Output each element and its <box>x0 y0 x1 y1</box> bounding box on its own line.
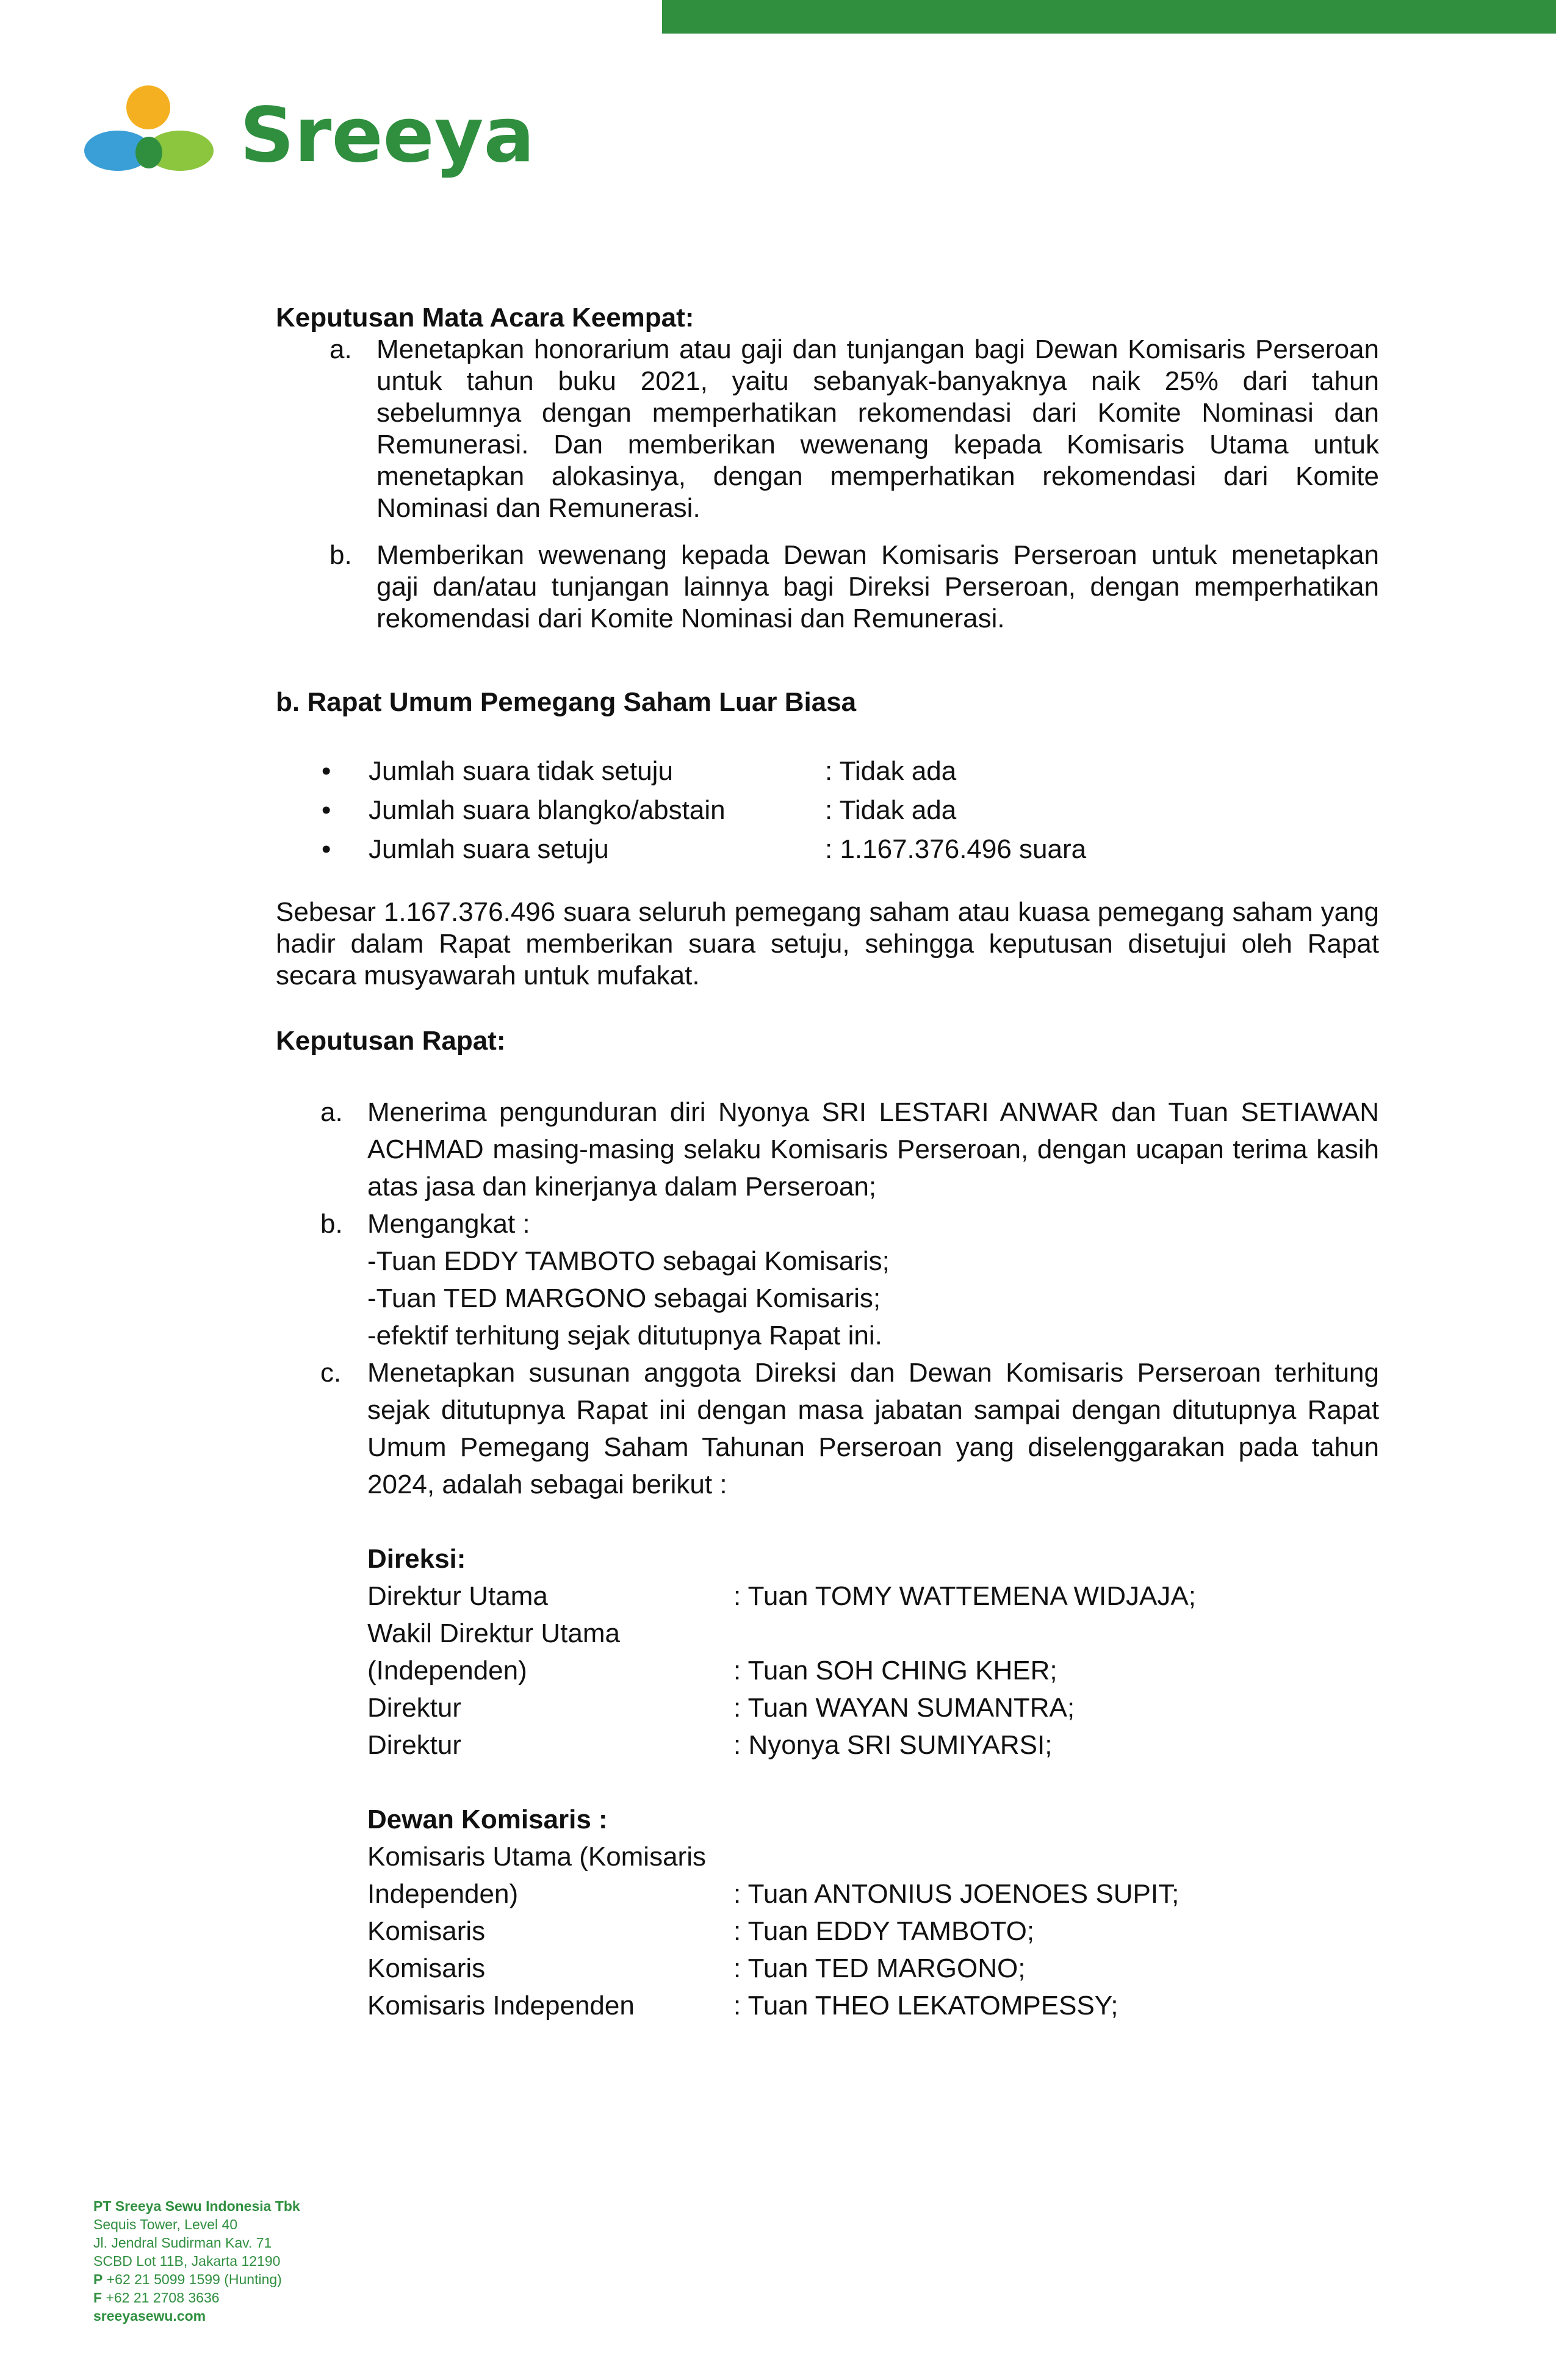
list-marker: b. <box>320 1209 343 1239</box>
keputusan-item-b <box>276 1205 1379 1354</box>
keputusan-item-c <box>276 1354 1379 1503</box>
role-label-cont: Independen) <box>367 1879 519 1909</box>
keputusan-item-a-text: Menerima pengunduran diri Nyonya SRI LESTARI ANWAR dan Tuan SETIAWAN ACHMAD masing-masing selaku Komisaris Perseroan, dengan ucapan terima kasih atas jasa dan kinerjanya dalam Perseroan; <box>367 1097 1379 1202</box>
list-marker: a. <box>330 334 352 364</box>
footer-address-line: Jl. Jendral Sudirman Kav. 71 <box>93 2235 272 2251</box>
direksi-row <box>367 1689 1379 1726</box>
header-accent-bar <box>662 0 1556 34</box>
footer-website[interactable]: sreeyasewu.com <box>93 2308 206 2324</box>
person-name: : Nyonya SRI SUMIYARSI; <box>733 1730 1053 1760</box>
role-label: Komisaris Independen <box>367 1991 635 2021</box>
footer-address-line: Sequis Tower, Level 40 <box>93 2216 238 2232</box>
direksi-heading: Direksi: <box>367 1544 466 1574</box>
person-name: : Tuan TOMY WATTEMENA WIDJAJA; <box>733 1581 1196 1611</box>
vote-list <box>276 752 1379 869</box>
person-name: : Tuan EDDY TAMBOTO; <box>733 1916 1035 1946</box>
keputusan-item-b-text: Mengangkat : <box>367 1209 530 1239</box>
bullet-icon: • <box>322 756 331 786</box>
decision4-item-b-text: Memberikan wewenang kepada Dewan Komisaris Perseroan untuk menetapkan gaji dan/atau tunjangan lainnya bagi Direksi Perseroan, dengan memperhatikan rekomendasi dari Komite Nominasi dan Remunerasi. <box>376 540 1379 633</box>
footer-fax <box>93 2288 300 2307</box>
decision4-item-a <box>276 334 1379 524</box>
keputusan-item-a <box>276 1094 1379 1205</box>
keputusan-list <box>276 1094 1379 1503</box>
person-name: : Tuan TED MARGONO; <box>733 1953 1026 1983</box>
role-label: Direktur <box>367 1693 462 1723</box>
person-name: : Tuan SOH CHING KHER; <box>733 1656 1057 1686</box>
logo-center-icon <box>135 137 162 168</box>
footer-company: PT Sreeya Sewu Indonesia Tbk <box>93 2198 300 2214</box>
company-logo <box>82 84 546 200</box>
bullet-icon: • <box>322 834 331 864</box>
phone-number: +62 21 5099 1599 (Hunting) <box>106 2271 282 2287</box>
vote-summary: Sebesar 1.167.376.496 suara seluruh pemegang saham atau kuasa pemegang saham yang hadir dalam Rapat memberikan suara setuju, sehingga keputusan disetujui oleh Rapat secara musyawarah untuk mufakat. <box>276 897 1379 990</box>
footer-phone <box>93 2270 300 2288</box>
komisaris-row <box>367 1838 1379 1913</box>
document-body <box>276 302 1379 2024</box>
role-label: Direktur <box>367 1730 462 1760</box>
direksi-row <box>367 1726 1379 1764</box>
vote-label: Jumlah suara blangko/abstain <box>369 795 726 825</box>
role-label: Wakil Direktur Utama <box>367 1618 620 1648</box>
decision4-item-b <box>276 539 1379 635</box>
role-label: Direktur Utama <box>367 1581 548 1611</box>
appointment-line: -Tuan TED MARGONO sebagai Komisaris; <box>367 1283 881 1313</box>
rupslb-heading: b. Rapat Umum Pemegang Saham Luar Biasa <box>276 687 857 717</box>
keputusan-heading: Keputusan Rapat: <box>276 1026 506 1056</box>
role-label: Komisaris <box>367 1953 486 1983</box>
vote-item <box>276 791 1379 830</box>
decision4-heading: Keputusan Mata Acara Keempat: <box>276 303 694 333</box>
decision4-item-a-text: Menetapkan honorarium atau gaji dan tunjangan bagi Dewan Komisaris Perseroan untuk tahun buku 2021, yaitu sebanyak-banyaknya naik 25% dari tahun sebelumnya dengan memperhatikan rekomendasi dari Komite Nominasi dan Remunerasi. Dan memberikan wewenang kepada Komisaris Utama untuk menetapkan alokasinya, dengan memperhatikan rekomendasi dari Komite Nominasi dan Remunerasi. <box>376 334 1379 523</box>
appointment-line: -Tuan EDDY TAMBOTO sebagai Komisaris; <box>367 1246 890 1276</box>
komisaris-row <box>367 1950 1379 1987</box>
person-name: : Tuan THEO LEKATOMPESSY; <box>733 1991 1118 2021</box>
vote-label: Jumlah suara tidak setuju <box>369 756 673 786</box>
logo-wordmark: Sreeya <box>240 92 535 179</box>
keputusan-item-c-text: Menetapkan susunan anggota Direksi dan Dewan Komisaris Perseroan terhitung sejak ditutupnya Rapat ini dengan masa jabatan sampai dengan ditutupnya Rapat Umum Pemegang Saham Tahunan Perseroan yang diselenggarakan pada tahun 2024, adalah sebagai berikut : <box>367 1358 1379 1499</box>
appointment-line: -efektif terhitung sejak ditutupnya Rapat ini. <box>367 1321 882 1350</box>
komisaris-row <box>367 1987 1379 2024</box>
footer-contact <box>93 2197 300 2325</box>
role-label: Komisaris Utama (Komisaris <box>367 1842 706 1872</box>
direksi-block <box>367 1540 1379 2024</box>
komisaris-heading: Dewan Komisaris : <box>367 1805 608 1834</box>
direksi-row <box>367 1578 1379 1615</box>
list-marker: b. <box>330 540 352 570</box>
role-label: Komisaris <box>367 1916 486 1946</box>
fax-prefix: F <box>93 2290 103 2306</box>
vote-item <box>276 752 1379 791</box>
footer-address-line: SCBD Lot 11B, Jakarta 12190 <box>93 2253 281 2269</box>
vote-value: : Tidak ada <box>825 756 957 786</box>
vote-value: : Tidak ada <box>825 795 957 825</box>
role-label-cont: (Independen) <box>367 1656 527 1686</box>
list-marker: a. <box>320 1097 343 1127</box>
bullet-icon: • <box>322 795 331 825</box>
vote-value: : 1.167.376.496 suara <box>825 834 1087 864</box>
vote-item <box>276 830 1379 869</box>
vote-label: Jumlah suara setuju <box>369 834 609 864</box>
fax-number: +62 21 2708 3636 <box>106 2290 220 2306</box>
direksi-row <box>367 1615 1379 1689</box>
phone-prefix: P <box>93 2271 103 2287</box>
komisaris-row <box>367 1913 1379 1950</box>
logo-sun-icon <box>126 85 170 129</box>
list-marker: c. <box>320 1358 342 1388</box>
person-name: : Tuan WAYAN SUMANTRA; <box>733 1693 1075 1723</box>
person-name: : Tuan ANTONIUS JOENOES SUPIT; <box>733 1879 1180 1909</box>
